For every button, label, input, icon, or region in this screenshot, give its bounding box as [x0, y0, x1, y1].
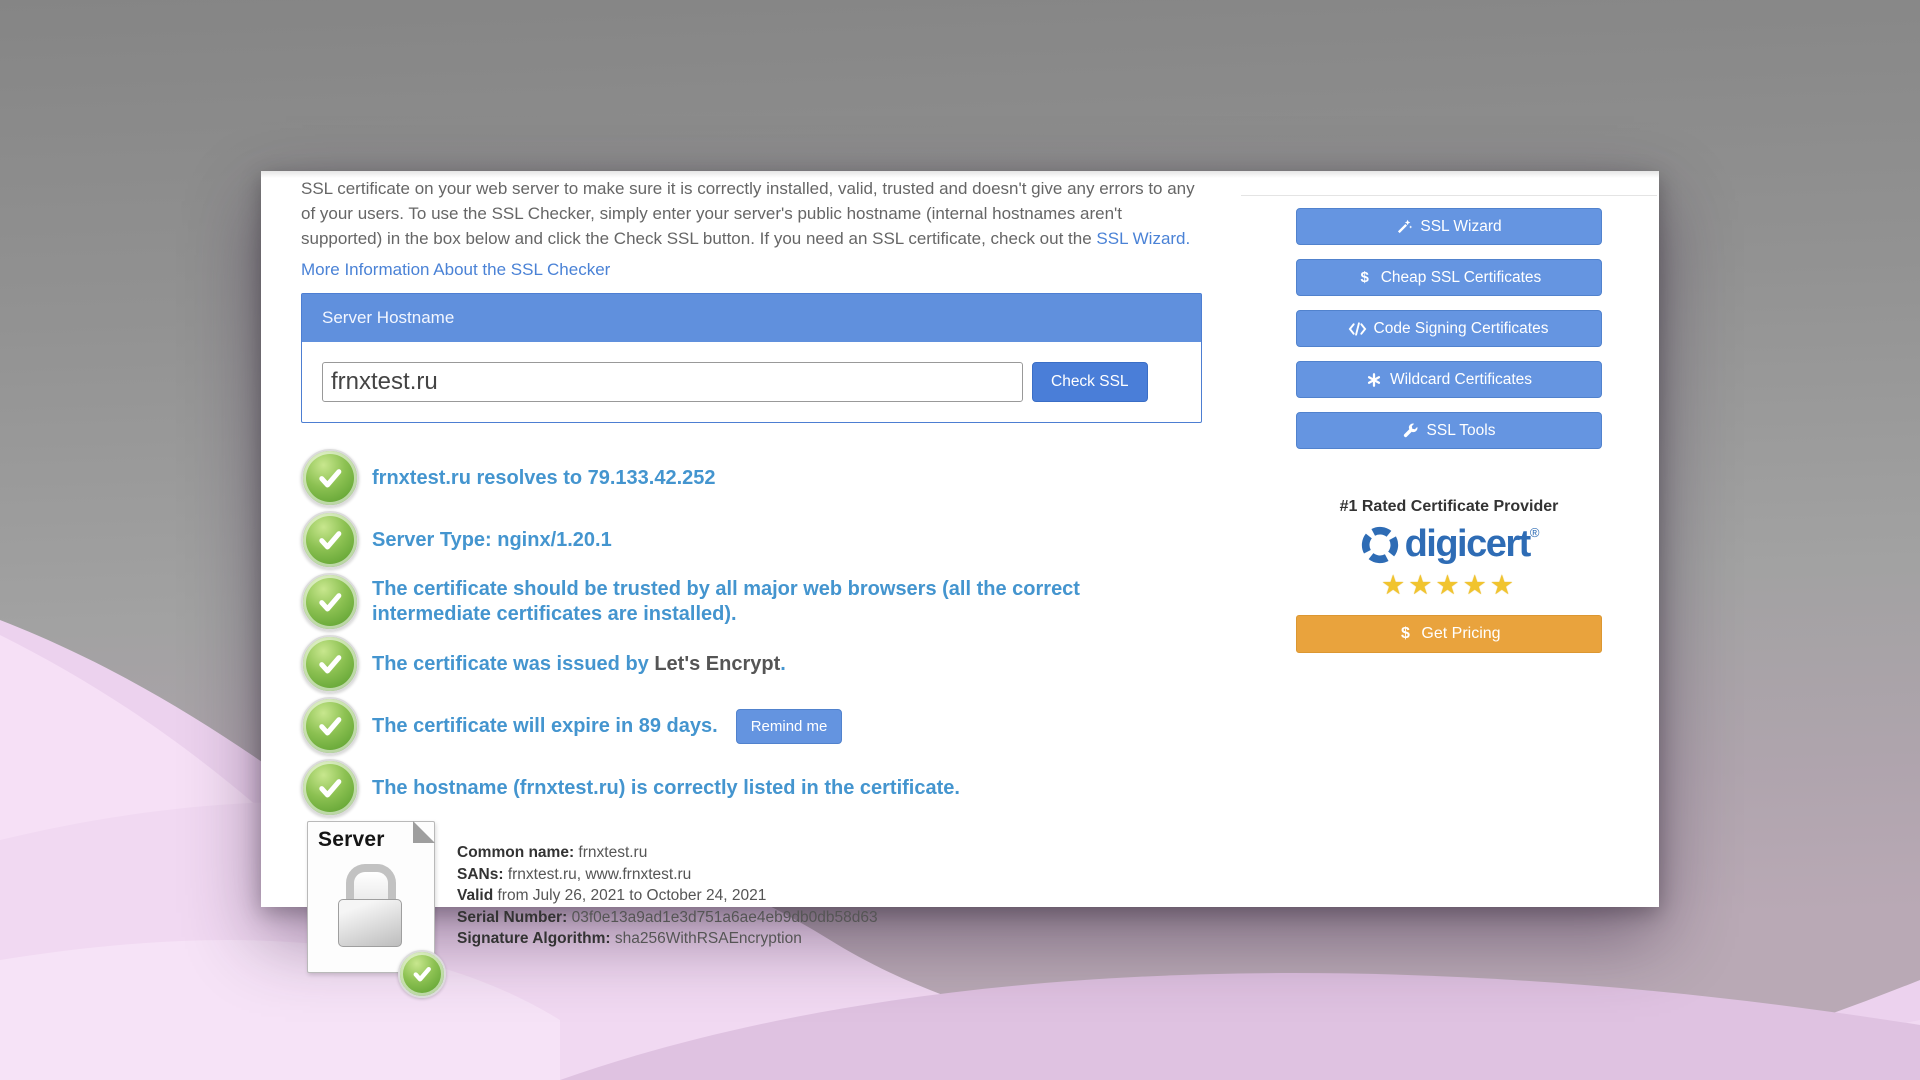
cheap-ssl-certificates-button[interactable] [1296, 259, 1602, 296]
cert-field-common-name: Common name: frnxtest.ru [457, 844, 648, 861]
main-content [301, 171, 1202, 973]
panel-body [302, 342, 1201, 422]
remind-me-button[interactable]: Remind me [736, 709, 843, 744]
rated-heading: #1 Rated Certificate Provider [1339, 498, 1559, 515]
result-row [301, 573, 1202, 631]
sidebar [1241, 171, 1657, 653]
more-information-link[interactable]: More Information About the SSL Checker [301, 260, 611, 279]
certificate-details [301, 821, 1202, 973]
browser-page [261, 171, 1659, 947]
cert-field-serial: Serial Number: 03f0e13a9ad1e3d751a6ae4eb9db0db58d63 [457, 908, 878, 926]
digicert-logo[interactable] [1241, 523, 1657, 566]
cert-field-signature: Signature Algorithm: sha256WithRSAEncryption [457, 930, 802, 947]
check-icon [398, 950, 446, 998]
issuer-name: Let's Encrypt [654, 652, 781, 675]
results-list [301, 449, 1202, 817]
intro-text: SSL certificate on your web server to make sure it is correctly installed, valid, trusted and doesn't give any errors to any of your users. To use the SSL Checker, simply enter your server's public hostname (internal hostnames aren't supported) in the box below and click the Check SSL button. If you need an SSL certificate, check out the [301, 179, 1195, 248]
check-icon [301, 449, 359, 507]
intro-paragraph [301, 176, 1202, 251]
sidebar-buttons [1296, 208, 1602, 449]
result-text: The certificate will expire in 89 days. [372, 714, 718, 737]
hostname-panel [301, 293, 1202, 423]
check-icon [301, 635, 359, 693]
ssl-wizard-link[interactable]: SSL Wizard. [1096, 229, 1191, 248]
code-icon [1350, 321, 1366, 337]
get-pricing-label: Get Pricing [1421, 625, 1501, 642]
sidebar-button-label: SSL Wizard [1420, 217, 1502, 235]
check-ssl-button[interactable]: Check SSL [1032, 362, 1148, 402]
sidebar-button-label: Code Signing Certificates [1373, 319, 1549, 337]
five-star-rating: ★★★★★ [1380, 570, 1518, 600]
result-text: The hostname (frnxtest.ru) is correctly listed in the certificate. [372, 776, 960, 799]
server-icon-label: Server [318, 828, 385, 851]
asterisk-icon [1366, 372, 1382, 388]
get-pricing-button[interactable] [1296, 615, 1602, 653]
result-text: The certificate should be trusted by all major web browsers (all the correct intermediate certificates are installed). [372, 578, 1080, 625]
server-certificate-icon [307, 821, 435, 973]
result-row [301, 511, 1202, 569]
check-icon [301, 759, 359, 817]
result-row [301, 635, 1202, 693]
digicert-wordmark: digicert [1404, 523, 1530, 565]
result-row [301, 449, 1202, 507]
cert-field-sans: SANs: frnxtest.ru, www.frnxtest.ru [457, 865, 692, 883]
sidebar-button-label: Cheap SSL Certificates [1380, 268, 1542, 286]
wrench-icon [1403, 423, 1419, 439]
dollar-icon: $ [1400, 625, 1410, 642]
result-text: frnxtest.ru resolves to 79.133.42.252 [372, 466, 716, 489]
dollar-icon: $ [1360, 269, 1369, 286]
result-text-prefix: The certificate was issued by [372, 652, 655, 675]
check-icon [301, 697, 359, 755]
magic-wand-icon [1396, 219, 1412, 235]
cert-field-valid: Valid from July 26, 2021 to October 24, 2021 [457, 887, 767, 904]
ssl-wizard-button[interactable] [1296, 208, 1602, 245]
result-text: Server Type: nginx/1.20.1 [372, 528, 612, 551]
registered-mark: ® [1529, 525, 1540, 540]
certificate-fields [457, 821, 878, 973]
result-text-suffix: . [780, 652, 786, 675]
hostname-input[interactable] [322, 362, 1023, 402]
code-signing-certificates-button[interactable] [1296, 310, 1602, 347]
sidebar-button-label: Wildcard Certificates [1389, 370, 1533, 388]
result-row [301, 697, 1202, 755]
check-icon [301, 511, 359, 569]
result-text [372, 652, 786, 677]
sidebar-button-label: SSL Tools [1426, 421, 1496, 439]
ssl-tools-button[interactable] [1296, 412, 1602, 449]
digicert-swirl-icon [1359, 524, 1401, 566]
panel-header: Server Hostname [302, 294, 1201, 342]
result-row [301, 759, 1202, 817]
sidebar-divider [1241, 195, 1657, 196]
padlock-icon [338, 864, 404, 947]
wildcard-certificates-button[interactable] [1296, 361, 1602, 398]
check-icon [301, 573, 359, 631]
